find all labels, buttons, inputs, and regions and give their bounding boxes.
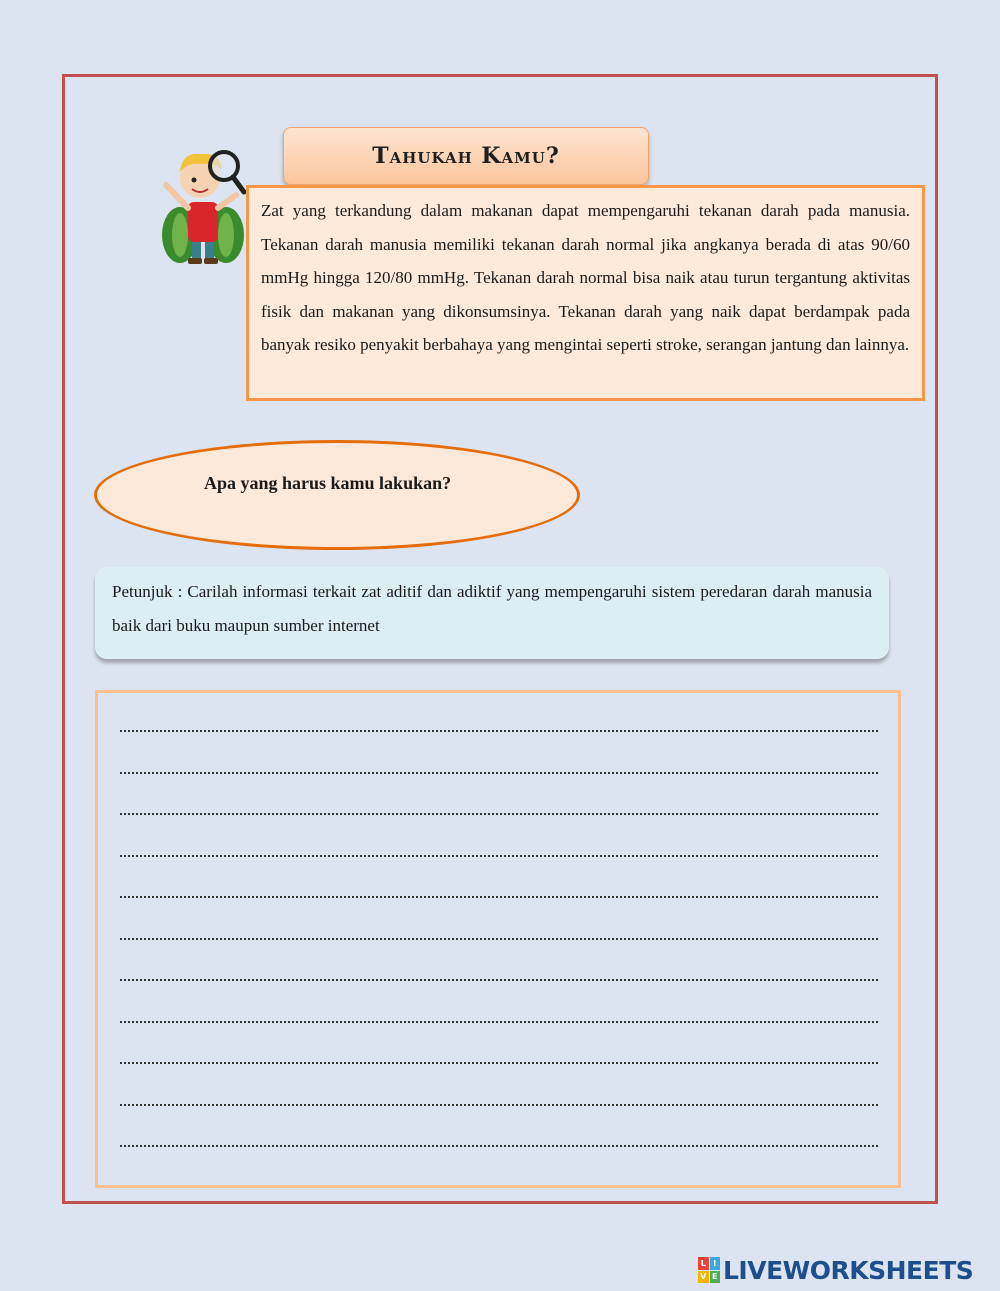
liveworksheets-logo: [698, 1254, 973, 1286]
detective-boy-illustration: [158, 140, 248, 265]
info-box: [246, 185, 925, 401]
instruction-text: Petunjuk : Carilah informasi terkait zat aditif dan adiktif yang mempengaruhi sistem peredaran darah manusia baik dari buku maupun sumber internet: [112, 582, 872, 635]
logo-text: LIVEWORKSHEETS: [723, 1255, 974, 1285]
answer-line[interactable]: [120, 1021, 878, 1023]
answer-line[interactable]: [120, 1145, 878, 1147]
answer-line[interactable]: [120, 1104, 878, 1106]
answer-line[interactable]: [120, 855, 878, 857]
logo-badge-letter: E: [710, 1271, 721, 1284]
answer-line[interactable]: [120, 979, 878, 981]
logo-badge-letter: V: [698, 1271, 709, 1284]
answer-line[interactable]: [120, 813, 878, 815]
answer-line[interactable]: [120, 772, 878, 774]
title-banner: [283, 127, 649, 185]
logo-badge-letter: I: [710, 1257, 721, 1270]
logo-badge-icon: [698, 1257, 720, 1283]
question-text: Apa yang harus kamu lakukan?: [204, 473, 452, 493]
instruction-box: [95, 567, 889, 659]
logo-badge-letter: L: [698, 1257, 709, 1270]
title-text: Tahukah Kamu?: [372, 143, 560, 169]
answer-line[interactable]: [120, 730, 878, 732]
answer-line[interactable]: [120, 938, 878, 940]
answer-area[interactable]: [95, 690, 901, 1188]
info-text: Zat yang terkandung dalam makanan dapat mempengaruhi tekanan darah pada manusia. Tekanan darah manusia memiliki tekanan darah normal jika angkanya berada di atas 90/60 mmHg hingga 120/80 mmHg. Tekanan darah normal bisa naik atau turun tergantung aktivitas fisik dan makanan yang dikonsumsinya. Tekanan darah yang naik dapat berdampak pada banyak resiko penyakit berbahaya yang mengintai seperti stroke, serangan jantung dan lainnya.: [261, 201, 910, 355]
answer-line[interactable]: [120, 896, 878, 898]
question-ellipse: [94, 440, 580, 550]
answer-line[interactable]: [120, 1062, 878, 1064]
